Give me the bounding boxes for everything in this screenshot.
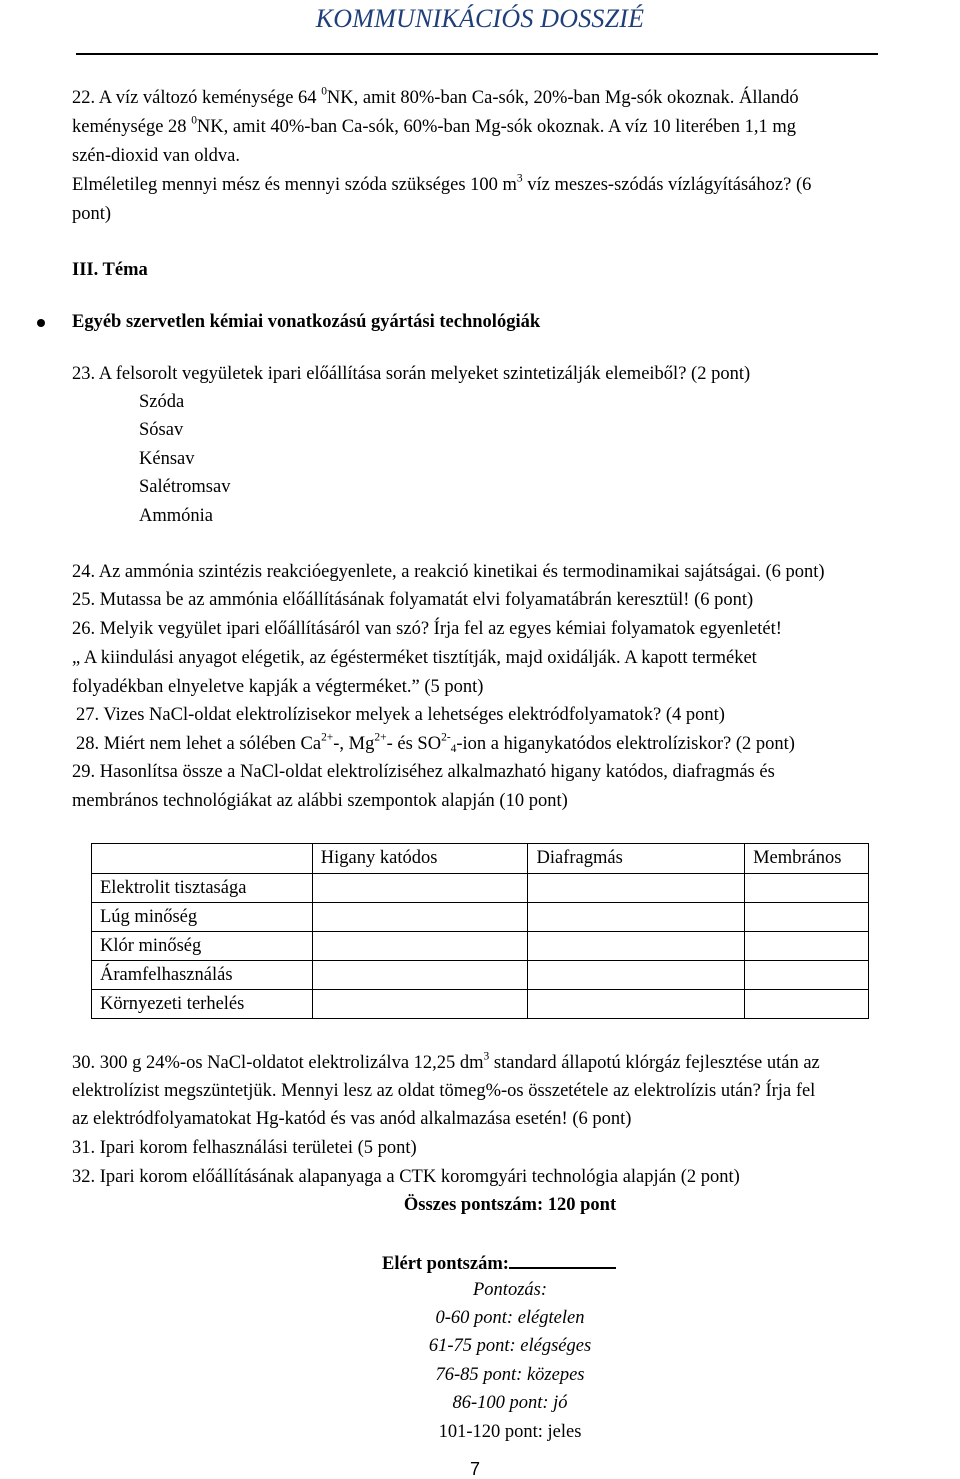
table-cell xyxy=(745,932,869,961)
q32-text: 32. Ipari korom előállításának alapanyaga a CTK koromgyári technológia alapján (2 pont) xyxy=(72,1167,740,1187)
table-cell xyxy=(745,961,869,990)
q30-line1: 30. 300 g 24%-os NaCl-oldatot elektrolizálva 12,25 $dm^3$ standard állapotú klórgáz fejlesztése után az xyxy=(72,1050,820,1073)
grading-line: 76-85 pont: közepes xyxy=(435,1365,585,1385)
q30-line3: az elektródfolyamatokat Hg-katód és vas anód alkalmazása esetén! (6 pont) xyxy=(72,1109,632,1129)
page-number: 7 xyxy=(470,1459,481,1479)
bullet-icon xyxy=(37,319,45,327)
q30-line2: elektrolízist megszüntetjük. Mennyi lesz az oldat tömeg%-os összetétele az elektrolízis után? Írja fel xyxy=(72,1081,816,1101)
q23-item: Salétromsav xyxy=(139,477,231,497)
q22-line1: 22. A víz változó keménysége 64 $^0$NK, amit 80%-ban Ca-sók, 20%-ban Mg-sók okoznak. Állandó xyxy=(72,85,799,108)
table-row xyxy=(92,990,869,1019)
section-bullet-text: Egyéb szervetlen kémiai vonatkozású gyártási technológiák xyxy=(72,312,541,332)
q31-text: 31. Ipari korom felhasználási területei (5 pont) xyxy=(72,1138,417,1158)
table-header-cell: Higany katódos xyxy=(312,844,528,874)
table-cell xyxy=(312,903,528,932)
table-cell xyxy=(312,990,528,1019)
table-row-label: Áramfelhasználás xyxy=(92,961,313,990)
table-row-label: Lúg minőség xyxy=(92,903,313,932)
table-row-label: Környezeti terhelés xyxy=(92,990,313,1019)
score-blank xyxy=(509,1253,616,1269)
table-cell xyxy=(528,932,745,961)
q23-item: Kénsav xyxy=(139,449,195,469)
q26-line1: 26. Melyik vegyület ipari előállításáról van szó? Írja fel az egyes kémiai folyamatok egyenletét! xyxy=(72,619,782,639)
q23-text: 23. A felsorolt vegyületek ipari előállítása során melyeket szintetizálják elemeiből? (2 pont) xyxy=(72,364,751,384)
q22-line2: keménysége 28 $^0$NK, amit 40%-ban Ca-sók, 60%-ban Mg-sók okoznak. A víz 10 literében 1,1 mg xyxy=(72,114,797,137)
table-header-cell xyxy=(92,844,313,874)
grading-line: 61-75 pont: elégséges xyxy=(428,1336,592,1356)
q28-text: 28. Miért nem lehet a sólében $Ca^{2+}-$, $Mg^{2+}-$ és $SO^{2-}_4$-ion a higanykatódos elektrolíziskor? (2 pont) xyxy=(76,731,795,755)
q22-line3: szén-dioxid van oldva. xyxy=(72,146,240,166)
grading-line: 86-100 pont: jó xyxy=(452,1393,568,1413)
table-cell xyxy=(745,903,869,932)
q24-text: 24. Az ammónia szintézis reakcióegyenlete, a reakció kinetikai és termodinamikai sajátságai. (6 pont) xyxy=(72,562,825,582)
q29-line2: membrános technológiákat az alábbi szempontok alapján (10 pont) xyxy=(72,791,568,811)
table-header-row xyxy=(92,844,869,874)
q29-line1: 29. Hasonlítsa össze a NaCl-oldat elektrolíziséhez alkalmazható higany katódos, diafragmás és xyxy=(72,762,775,782)
q22-line5: pont) xyxy=(72,204,112,224)
table-cell xyxy=(312,961,528,990)
total-points: Összes pontszám: 120 pont xyxy=(403,1195,617,1215)
grading-title: Pontozás: xyxy=(473,1280,547,1300)
grading-line: 0-60 pont: elégtelen xyxy=(435,1308,585,1328)
q26-line3: folyadékban elnyeletve kapják a végterméket.” (5 pont) xyxy=(72,677,484,697)
q22-line4: Elméletileg mennyi mész és mennyi szóda szükséges 100 $m^3$ víz meszes-szódás vízlágyításához? (6 xyxy=(72,172,812,195)
q23-item: Ammónia xyxy=(139,506,213,526)
table-cell xyxy=(312,874,528,903)
table-cell xyxy=(312,932,528,961)
table-cell xyxy=(528,874,745,903)
achieved-points: Elért pontszám: xyxy=(382,1253,616,1274)
q25-text: 25. Mutassa be az ammónia előállításának folyamatát elvi folyamatábrán keresztül! (6 pont) xyxy=(72,590,754,610)
grading-line: 101-120 pont: jeles xyxy=(438,1422,582,1442)
table-header-cell: Membrános xyxy=(745,844,869,874)
table-row xyxy=(92,903,869,932)
table-cell xyxy=(745,990,869,1019)
table-header-cell: Diafragmás xyxy=(528,844,745,874)
table-row xyxy=(92,874,869,903)
table-cell xyxy=(528,903,745,932)
q27-text: 27. Vizes NaCl-oldat elektrolízisekor melyek a lehetséges elektródfolyamatok? (4 pont) xyxy=(76,705,725,725)
header-rule xyxy=(76,53,878,55)
table-cell xyxy=(528,990,745,1019)
table-cell xyxy=(528,961,745,990)
q23-item: Szóda xyxy=(139,392,185,412)
table-row-label: Elektrolit tisztasága xyxy=(92,874,313,903)
table-row xyxy=(92,932,869,961)
page-header-title: KOMMUNIKÁCIÓS DOSSZIÉ xyxy=(315,4,645,33)
comparison-table xyxy=(91,843,869,1019)
table-cell xyxy=(745,874,869,903)
table-row xyxy=(92,961,869,990)
q26-line2: „ A kiindulási anyagot elégetik, az égésterméket tisztítják, majd oxidálják. A kapott terméket xyxy=(72,648,757,668)
table-row-label: Klór minőség xyxy=(92,932,313,961)
section-heading: III. Téma xyxy=(72,260,148,280)
q23-item: Sósav xyxy=(139,420,184,440)
